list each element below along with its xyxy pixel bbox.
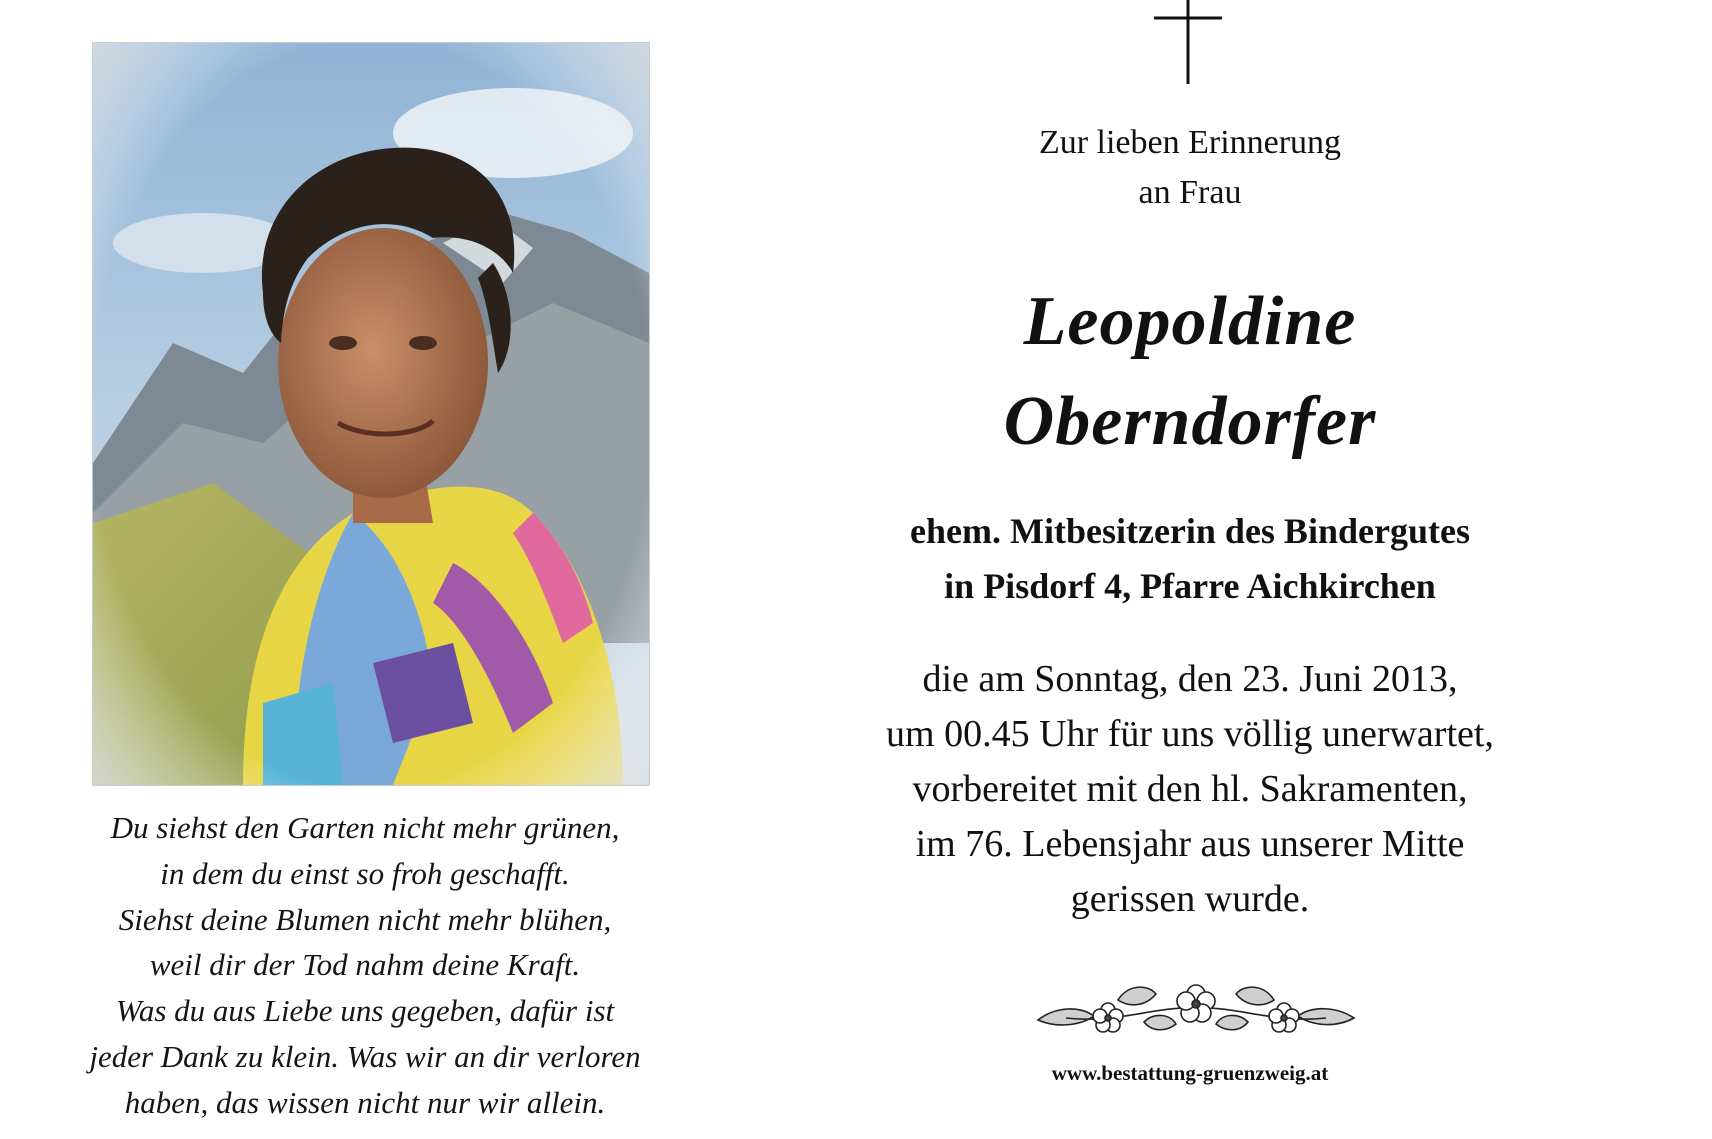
details-line: die am Sonntag, den 23. Juni 2013, — [922, 658, 1458, 700]
occupation-line: ehem. Mitbesitzerin des Bindergutes — [910, 511, 1470, 551]
flower-ornament-icon — [1036, 978, 1356, 1038]
portrait-photo-image — [93, 43, 649, 785]
poem-line: haben, das wissen nicht nur wir allein. — [124, 1084, 606, 1120]
occupation-line: in Pisdorf 4, Pfarre Aichkirchen — [944, 566, 1436, 606]
poem-line: jeder Dank zu klein. Was wir an dir verloren — [89, 1038, 641, 1074]
intro-line: Zur lieben Erinnerung — [1038, 124, 1342, 161]
poem-line: Was du aus Liebe uns gegeben, dafür ist — [115, 993, 615, 1029]
death-details — [790, 652, 1590, 927]
poem — [20, 805, 710, 1126]
last-name: Oberndorfer — [1003, 383, 1377, 460]
deceased-name — [790, 272, 1590, 472]
first-name: Leopoldine — [1023, 283, 1357, 360]
intro-text — [790, 118, 1590, 218]
details-line: vorbereitet mit den hl. Sakramenten, — [912, 768, 1468, 810]
portrait-photo — [93, 43, 649, 785]
intro-line: an Frau — [1138, 174, 1242, 211]
poem-line: Du siehst den Garten nicht mehr grünen, — [110, 810, 620, 845]
cross-icon — [1154, 0, 1222, 86]
details-line: gerissen wurde. — [1070, 878, 1310, 920]
poem-line: Siehst deine Blumen nicht mehr blühen, — [118, 901, 612, 937]
details-line: im 76. Lebensjahr aus unserer Mitte — [915, 823, 1465, 865]
funeral-home-website[interactable]: www.bestattung-gruenzweig.at — [1051, 1061, 1329, 1085]
poem-line: weil dir der Tod nahm deine Kraft. — [149, 947, 581, 983]
poem-line: in dem du einst so froh geschafft. — [160, 855, 570, 891]
occupation-text — [790, 504, 1590, 614]
details-line: um 00.45 Uhr für uns völlig unerwartet, — [886, 713, 1494, 755]
